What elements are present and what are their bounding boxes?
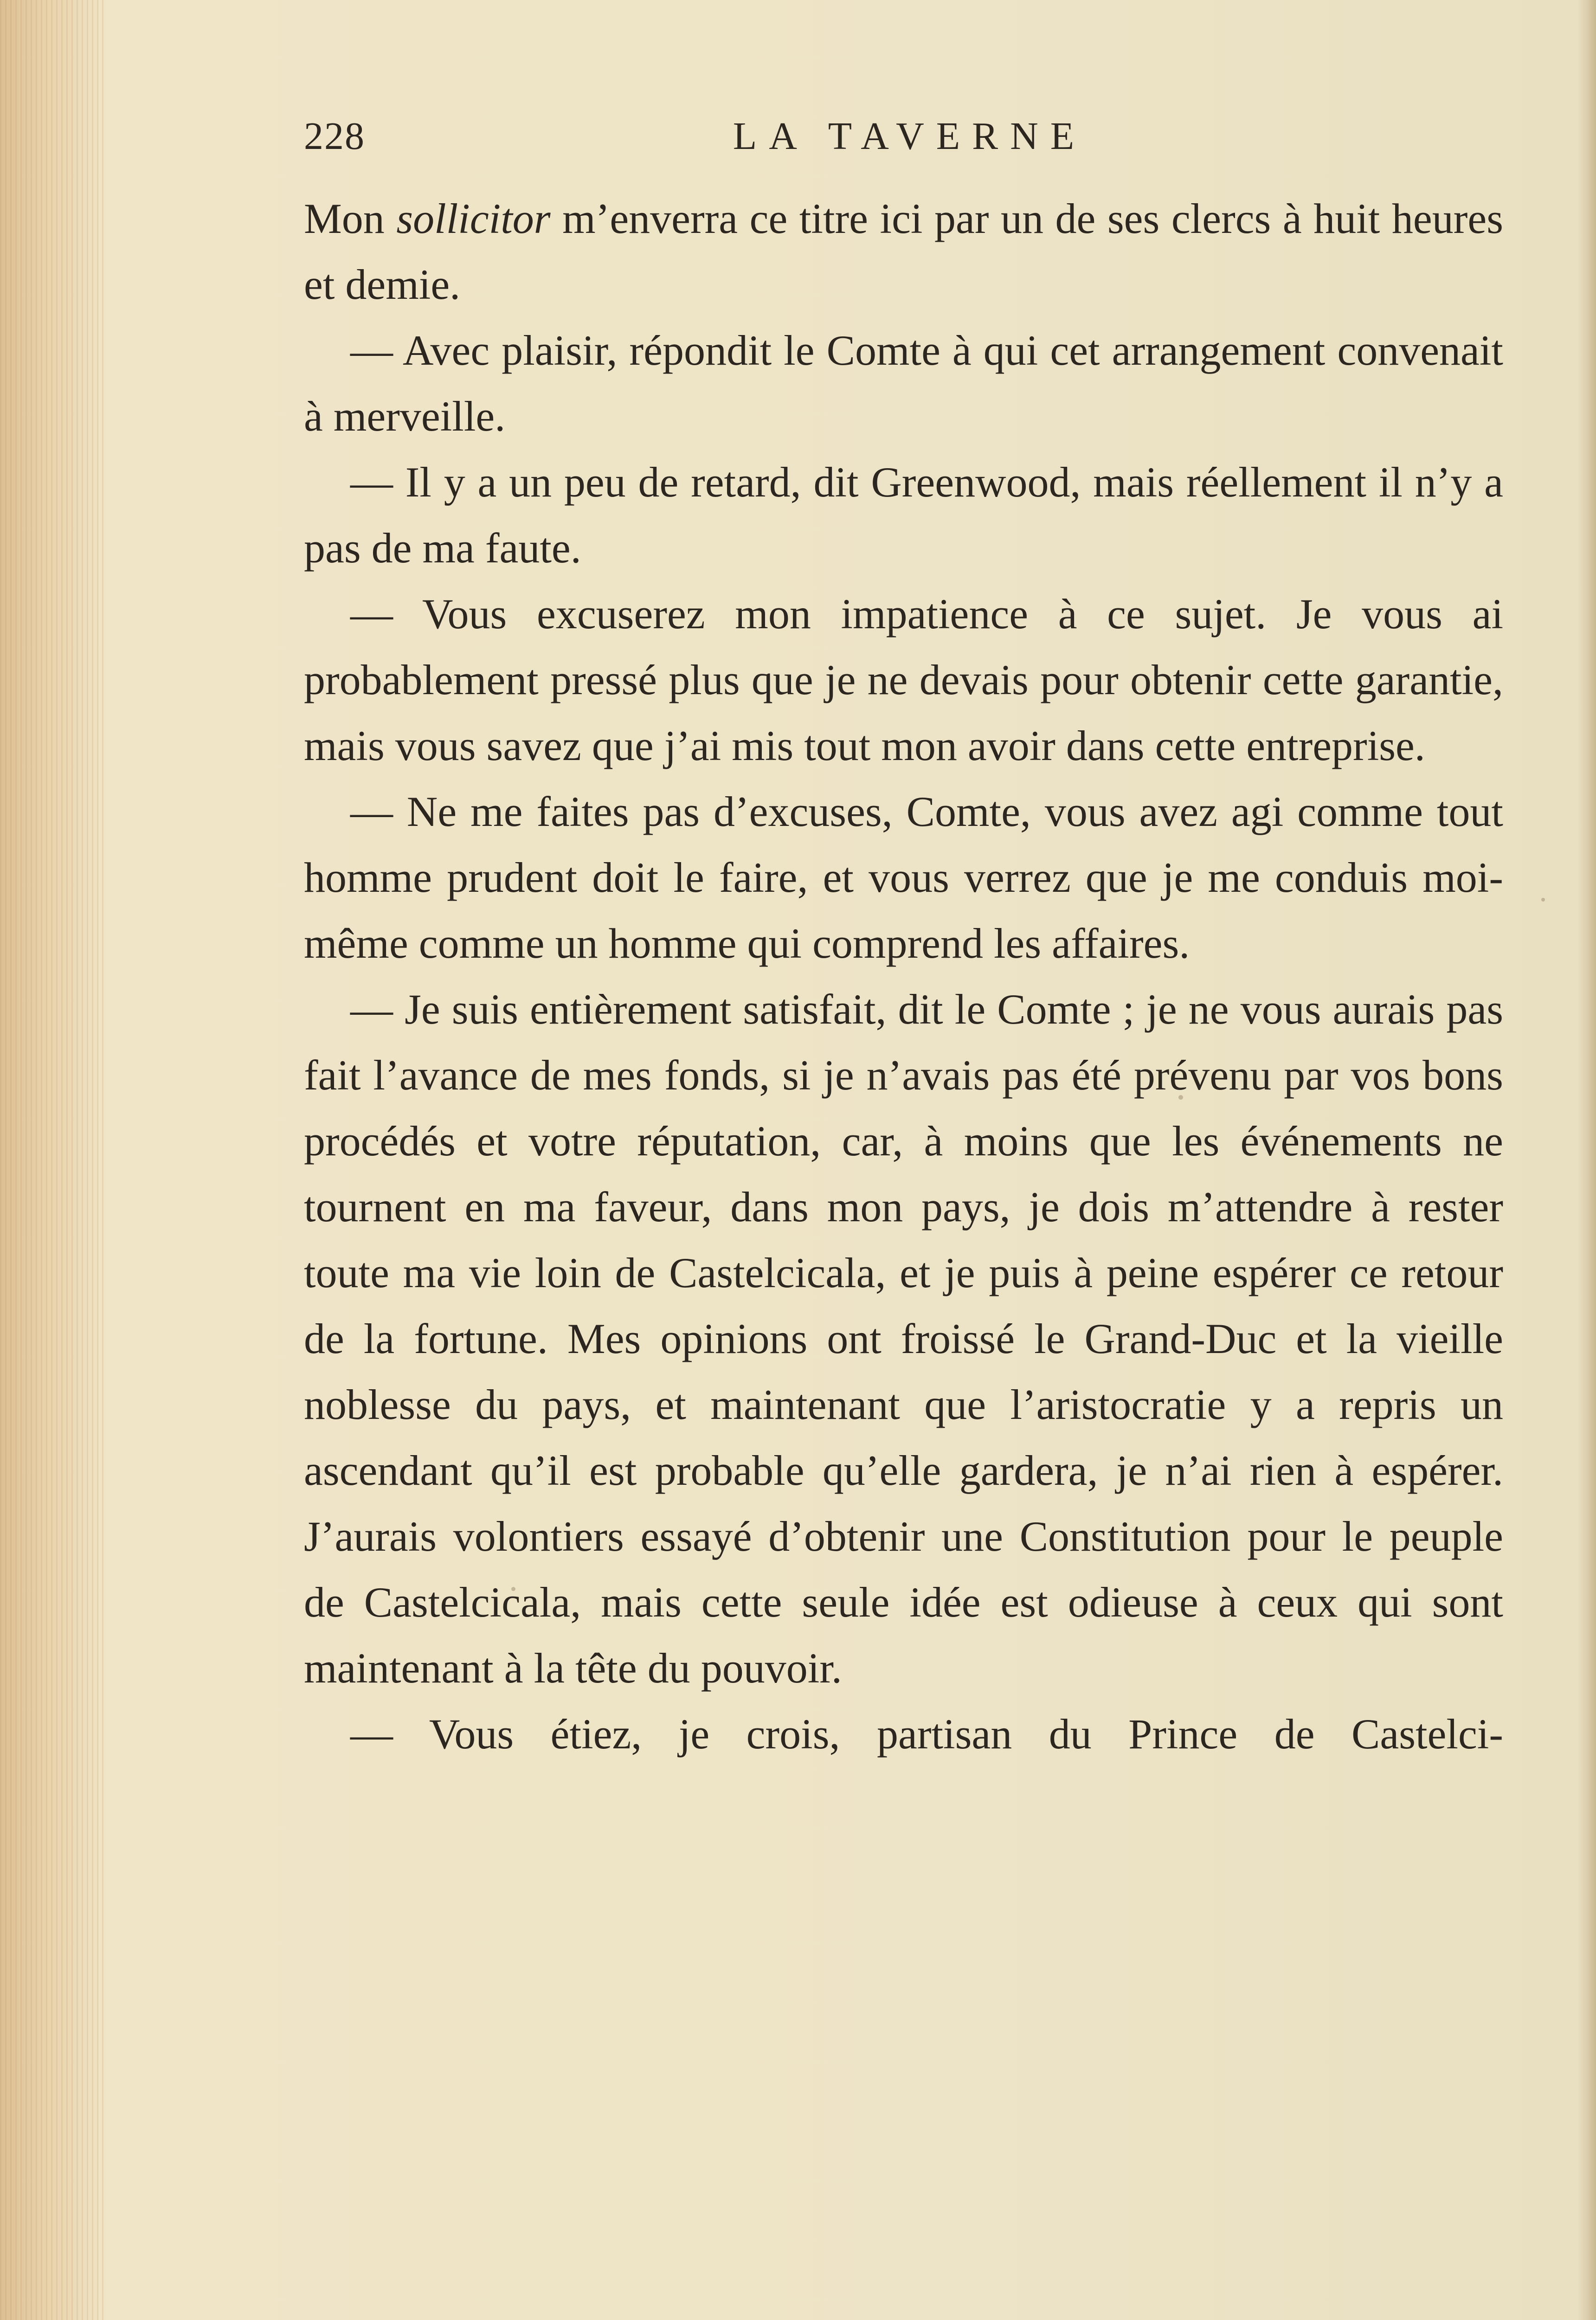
paragraph (304, 317, 1503, 449)
paragraph (304, 779, 1503, 976)
body-text (304, 186, 1503, 1767)
paragraph (304, 449, 1503, 581)
page-header (304, 114, 1503, 165)
italic-text: sollicitor (396, 195, 551, 242)
paragraph (304, 581, 1503, 779)
paper-speck (1541, 898, 1545, 902)
text-run: — Avec plaisir, répondit le Comte à qui cet arrangement convenait à merveille. (304, 327, 1503, 440)
paper-speck (1178, 1095, 1183, 1100)
paragraph (304, 1701, 1503, 1767)
running-title: LA TAVERNE (733, 115, 1087, 158)
paper-speck (511, 1587, 515, 1591)
text-run: — Je suis entièrement satisfait, dit le Comte ; je ne vous aurais pas fait l’avance de mes fonds, si je n’avais pas été prévenu par vos bons procédés et votre réputation, car, à moins que les événements ne tournent en ma faveur, dans mon pays, je dois m’attendre à rester toute ma vie loin de Castelcicala, et je puis à peine espérer ce retour de la fortune. Mes opinions ont froissé le Grand-Duc et la vieille noblesse du pays, et maintenant que l’aristocratie y a repris un ascendant qu’il est probable qu’elle gardera, je n’ai rien à espérer. J’aurais volontiers essayé d’obtenir une Constitution pour le peuple de Castelcicala, mais cette seule idée est odieuse à ceux qui sont maintenant à la tête du pouvoir. (304, 986, 1503, 1692)
text-run: — Vous excuserez mon impatience à ce sujet. Je vous ai probablement pressé plus que je ne devais pour obtenir cette garantie, mais vous savez que j’ai mis tout mon avoir dans cette entreprise. (304, 590, 1503, 769)
page-number: 228 (304, 115, 365, 158)
text-run: Mon (304, 195, 397, 242)
text-run: — Vous étiez, je crois, partisan du Prince de Castelci- (350, 1710, 1503, 1758)
text-run: — Il y a un peu de retard, dit Greenwood, mais réellement il n’y a pas de ma faute. (304, 458, 1503, 572)
paragraph (304, 186, 1503, 317)
page-edge (1577, 0, 1596, 2320)
page-binding-shadow (0, 0, 107, 2320)
text-run: m’enverra ce titre ici par un de ses clercs à huit heures et demie. (304, 195, 1503, 308)
paragraph (304, 976, 1503, 1701)
text-run: — Ne me faites pas d’excuses, Comte, vous avez agi comme tout homme prudent doit le faire, et vous verrez que je me conduis moi-même comme un homme qui comprend les affaires. (304, 788, 1503, 967)
